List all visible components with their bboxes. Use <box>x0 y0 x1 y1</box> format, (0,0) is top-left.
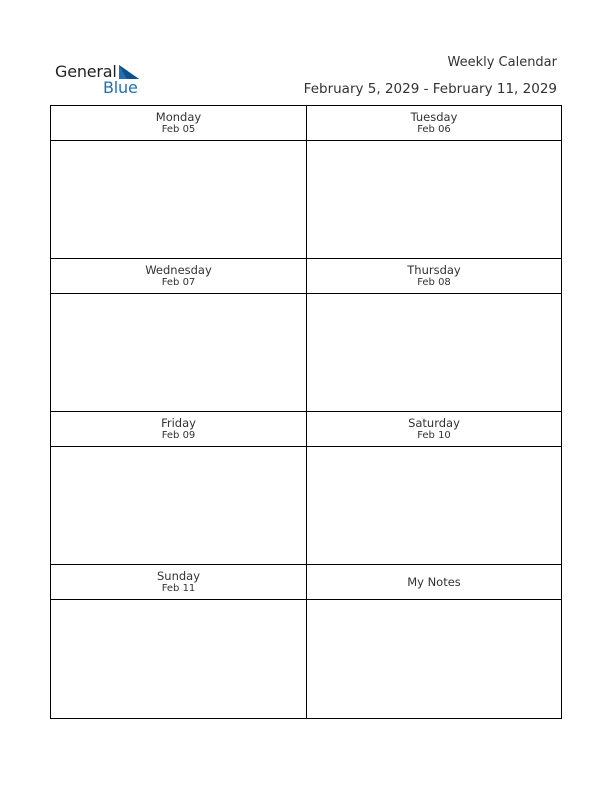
notes-header <box>307 565 561 600</box>
day-name: Friday <box>161 416 196 430</box>
day-cell-monday <box>51 106 307 259</box>
day-writing-area[interactable] <box>51 294 306 411</box>
day-date: Feb 07 <box>161 277 196 288</box>
day-header <box>51 565 306 600</box>
notes-label: My Notes <box>407 575 461 589</box>
day-name: Thursday <box>407 263 461 277</box>
day-header <box>307 106 561 141</box>
day-cell-sunday <box>51 565 307 718</box>
day-header <box>51 259 306 294</box>
day-writing-area[interactable] <box>307 447 561 564</box>
day-date: Feb 10 <box>417 430 451 441</box>
day-date: Feb 06 <box>417 124 451 135</box>
day-cell-saturday <box>307 412 561 565</box>
day-date: Feb 05 <box>161 124 196 135</box>
day-writing-area[interactable] <box>51 447 306 564</box>
week-grid <box>50 105 562 719</box>
day-header <box>307 412 561 447</box>
calendar-title: Weekly Calendar <box>447 55 557 70</box>
day-cell-friday <box>51 412 307 565</box>
general-blue-logo <box>55 62 145 98</box>
day-date: Feb 09 <box>161 430 196 441</box>
logo-word-blue: Blue <box>103 78 138 97</box>
day-date: Feb 11 <box>161 583 196 594</box>
day-cell-thursday <box>307 259 561 412</box>
logo-word-general: General <box>55 62 117 81</box>
date-range: February 5, 2029 - February 11, 2029 <box>303 81 557 97</box>
notes-writing-area[interactable] <box>307 600 561 717</box>
notes-cell <box>307 565 561 718</box>
day-header <box>51 412 306 447</box>
day-cell-tuesday <box>307 106 561 259</box>
day-name: Tuesday <box>410 110 458 124</box>
day-name: Monday <box>155 110 202 124</box>
logo-triangle-icon <box>119 65 139 79</box>
day-writing-area[interactable] <box>51 600 306 717</box>
day-writing-area[interactable] <box>51 141 306 258</box>
day-name: Sunday <box>156 569 201 583</box>
day-header <box>51 106 306 141</box>
day-date: Feb 08 <box>417 277 451 288</box>
day-name: Wednesday <box>145 263 212 277</box>
day-name: Saturday <box>408 416 460 430</box>
day-header <box>307 259 561 294</box>
day-writing-area[interactable] <box>307 294 561 411</box>
day-cell-wednesday <box>51 259 307 412</box>
day-writing-area[interactable] <box>307 141 561 258</box>
